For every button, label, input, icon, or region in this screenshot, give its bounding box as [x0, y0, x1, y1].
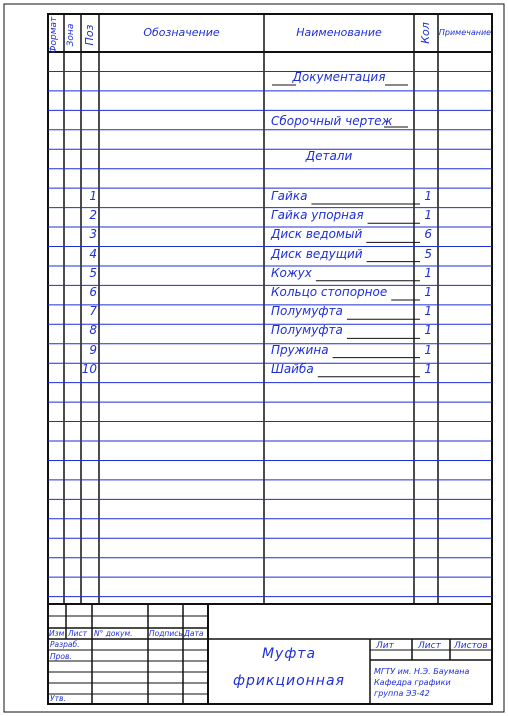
- item-pos: 10: [81, 361, 97, 376]
- item-name: Гайка: [271, 189, 308, 203]
- checked-label: Пров.: [50, 652, 72, 661]
- header-designation: Обозначение: [143, 26, 220, 39]
- section-details: Детали: [305, 149, 353, 163]
- col-doc: N° докум.: [94, 629, 133, 638]
- sheet-label: Лист: [418, 641, 441, 651]
- item-name: Диск ведомый: [271, 227, 363, 242]
- item-pos: 5: [89, 265, 97, 280]
- col-sign: Подпись: [149, 629, 183, 638]
- item-name: Диск ведущий: [271, 246, 363, 261]
- col-date: Дата: [184, 629, 204, 638]
- item-pos: 7: [89, 304, 97, 319]
- header-pos: Поз: [83, 24, 96, 46]
- item-name: Шайба: [271, 361, 314, 376]
- item-name: Пружина: [271, 342, 329, 357]
- item-pos: 4: [89, 246, 97, 261]
- item-pos: 8: [89, 323, 97, 338]
- item-pos: 3: [89, 227, 97, 242]
- drawing-title-line2: фрикционная: [233, 673, 345, 689]
- org-line1: МГТУ им. Н.Э. Баумана: [374, 667, 470, 676]
- developed-label: Разраб.: [50, 640, 80, 649]
- item-name: Полумуфта: [271, 304, 343, 319]
- item-qty: 1: [424, 265, 432, 280]
- section-documentation: Документация: [292, 70, 386, 84]
- header-format: Формат: [49, 16, 59, 54]
- header-name: Наименование: [296, 26, 382, 39]
- item-qty: 5: [424, 246, 432, 261]
- org-line3: группа ЭЗ-42: [374, 689, 430, 698]
- drawing-title-line1: Муфта: [261, 646, 317, 662]
- header-zone: Зона: [66, 23, 76, 47]
- item-qty: 1: [424, 342, 432, 357]
- lit-label: Лит: [376, 641, 394, 651]
- item-qty: 1: [424, 189, 432, 203]
- item-pos: 2: [89, 208, 97, 223]
- sheets-label: Листов: [454, 641, 488, 651]
- item-qty: 6: [424, 227, 432, 242]
- item-qty: 1: [424, 285, 432, 299]
- item-name: Гайка упорная: [271, 208, 364, 223]
- item-qty: 1: [424, 208, 432, 223]
- item-qty: 1: [424, 323, 432, 338]
- approved-label: Утв.: [50, 694, 66, 703]
- item-qty: 1: [424, 361, 432, 376]
- item-pos: 1: [89, 189, 97, 203]
- org-line2: Кафедра графики: [374, 678, 451, 687]
- item-name: Полумуфта: [271, 323, 343, 338]
- header-qty: Кол: [419, 22, 432, 44]
- section-assembly-drawing: Сборочный чертеж: [271, 114, 393, 128]
- item-qty: 1: [424, 304, 432, 319]
- col-change: Изм: [49, 629, 65, 638]
- item-pos: 9: [89, 342, 97, 357]
- item-name: Кожух: [271, 265, 312, 280]
- item-name: Кольцо стопорное: [271, 285, 388, 299]
- header-note: Примечание: [438, 28, 492, 37]
- item-pos: 6: [89, 285, 97, 299]
- col-sheet: Лист: [68, 629, 88, 638]
